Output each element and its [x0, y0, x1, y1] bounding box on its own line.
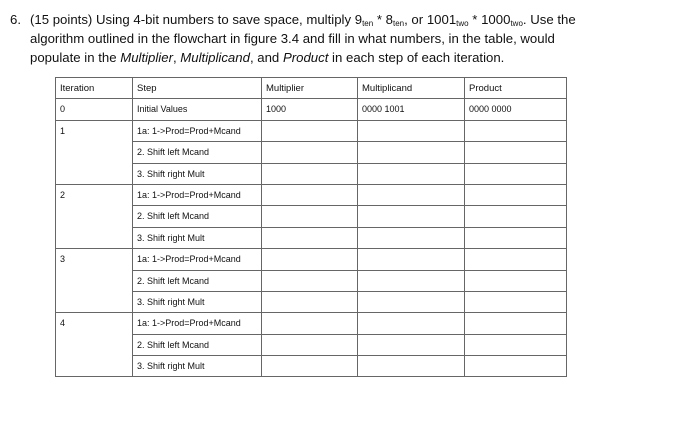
header-step: Step	[133, 78, 262, 99]
cell-multiplicand[interactable]	[358, 313, 465, 334]
cell-step: 2. Shift left Mcand	[133, 142, 262, 163]
cell-product[interactable]	[465, 313, 567, 334]
question-line-3	[10, 48, 670, 67]
cell-step: 1a: 1->Prod=Prod+Mcand	[133, 249, 262, 270]
term-multiplier: Multiplier	[120, 50, 173, 65]
cell-step: Initial Values	[133, 99, 262, 120]
cell-multiplier[interactable]	[262, 163, 358, 184]
cell-step: 1a: 1->Prod=Prod+Mcand	[133, 120, 262, 141]
cell-multiplier[interactable]	[262, 313, 358, 334]
term-multiplicand: Multiplicand	[180, 50, 250, 65]
cell-multiplicand[interactable]	[358, 142, 465, 163]
question-comma: ,	[172, 50, 181, 65]
cell-step: 2. Shift left Mcand	[133, 270, 262, 291]
cell-product[interactable]: 0000 0000	[465, 99, 567, 120]
table-row-initial	[56, 99, 567, 120]
subscript-two-1: two	[456, 19, 469, 28]
cell-iteration-empty	[56, 356, 133, 377]
cell-iteration-empty	[56, 270, 133, 291]
question-number: 6.	[10, 12, 21, 27]
subscript-ten-2: ten	[392, 19, 405, 28]
cell-multiplicand[interactable]	[358, 334, 465, 355]
question-times-1: * 8	[373, 12, 393, 27]
cell-iteration: 1	[56, 120, 133, 141]
table-row	[56, 163, 567, 184]
cell-multiplier[interactable]	[262, 334, 358, 355]
cell-step: 3. Shift right Mult	[133, 291, 262, 312]
cell-step: 1a: 1->Prod=Prod+Mcand	[133, 313, 262, 334]
table-row	[56, 184, 567, 205]
cell-product[interactable]	[465, 227, 567, 248]
cell-iteration-empty	[56, 206, 133, 227]
cell-multiplicand[interactable]	[358, 163, 465, 184]
cell-iteration: 4	[56, 313, 133, 334]
question-use-the: . Use the	[522, 12, 576, 27]
cell-multiplier[interactable]	[262, 184, 358, 205]
cell-multiplier[interactable]: 1000	[262, 99, 358, 120]
header-multiplier: Multiplier	[262, 78, 358, 99]
cell-product[interactable]	[465, 249, 567, 270]
question-line-3-end: in each step of each iteration.	[328, 50, 505, 65]
question-line-2: algorithm outlined in the flowchart in figure 3.4 and fill in what numbers, in the table, would	[30, 31, 555, 46]
cell-multiplicand[interactable]	[358, 249, 465, 270]
cell-product[interactable]	[465, 184, 567, 205]
cell-product[interactable]	[465, 356, 567, 377]
cell-product[interactable]	[465, 206, 567, 227]
cell-iteration-empty	[56, 334, 133, 355]
cell-multiplier[interactable]	[262, 249, 358, 270]
cell-multiplicand[interactable]	[358, 270, 465, 291]
question-text	[10, 10, 670, 67]
cell-multiplicand[interactable]: 0000 1001	[358, 99, 465, 120]
cell-product[interactable]	[465, 270, 567, 291]
cell-step: 2. Shift left Mcand	[133, 334, 262, 355]
table-row	[56, 270, 567, 291]
table-row	[56, 334, 567, 355]
table-header-row	[56, 78, 567, 99]
cell-product[interactable]	[465, 142, 567, 163]
cell-multiplicand[interactable]	[358, 206, 465, 227]
subscript-ten-1: ten	[362, 19, 374, 28]
cell-iteration-empty	[56, 142, 133, 163]
table-row	[56, 313, 567, 334]
cell-multiplicand[interactable]	[358, 291, 465, 312]
question-points: (15 points)	[30, 12, 93, 27]
table-row	[56, 227, 567, 248]
cell-multiplier[interactable]	[262, 356, 358, 377]
cell-iteration: 2	[56, 184, 133, 205]
cell-multiplicand[interactable]	[358, 120, 465, 141]
cell-product[interactable]	[465, 163, 567, 184]
table-row	[56, 142, 567, 163]
question-intro: Using 4-bit numbers to save space, multiply 9	[95, 12, 363, 27]
cell-multiplier[interactable]	[262, 206, 358, 227]
cell-multiplicand[interactable]	[358, 227, 465, 248]
subscript-two-2: two	[510, 19, 523, 28]
cell-iteration: 3	[56, 249, 133, 270]
header-multiplicand: Multiplicand	[358, 78, 465, 99]
term-product: Product	[282, 50, 329, 65]
question-and: , and	[249, 50, 283, 65]
cell-product[interactable]	[465, 120, 567, 141]
cell-step: 1a: 1->Prod=Prod+Mcand	[133, 184, 262, 205]
cell-multiplicand[interactable]	[358, 184, 465, 205]
header-iteration: Iteration	[56, 78, 133, 99]
question-or: , or 1001	[404, 12, 457, 27]
header-product: Product	[465, 78, 567, 99]
table-row	[56, 120, 567, 141]
cell-product[interactable]	[465, 334, 567, 355]
cell-iteration: 0	[56, 99, 133, 120]
table-row	[56, 356, 567, 377]
table-row	[56, 291, 567, 312]
cell-step: 3. Shift right Mult	[133, 163, 262, 184]
cell-step: 2. Shift left Mcand	[133, 206, 262, 227]
cell-multiplier[interactable]	[262, 227, 358, 248]
cell-iteration-empty	[56, 291, 133, 312]
question-line-1	[10, 10, 670, 29]
cell-iteration-empty	[56, 227, 133, 248]
question-line-3-start: populate in the	[30, 50, 121, 65]
cell-multiplier[interactable]	[262, 270, 358, 291]
cell-product[interactable]	[465, 291, 567, 312]
cell-multiplier[interactable]	[262, 142, 358, 163]
multiplication-steps-table	[55, 77, 567, 377]
cell-multiplier[interactable]	[262, 291, 358, 312]
question-times-2: * 1000	[468, 12, 511, 27]
cell-multiplier[interactable]	[262, 120, 358, 141]
cell-iteration-empty	[56, 163, 133, 184]
cell-step: 3. Shift right Mult	[133, 227, 262, 248]
cell-multiplicand[interactable]	[358, 356, 465, 377]
table-row	[56, 249, 567, 270]
table-row	[56, 206, 567, 227]
cell-step: 3. Shift right Mult	[133, 356, 262, 377]
